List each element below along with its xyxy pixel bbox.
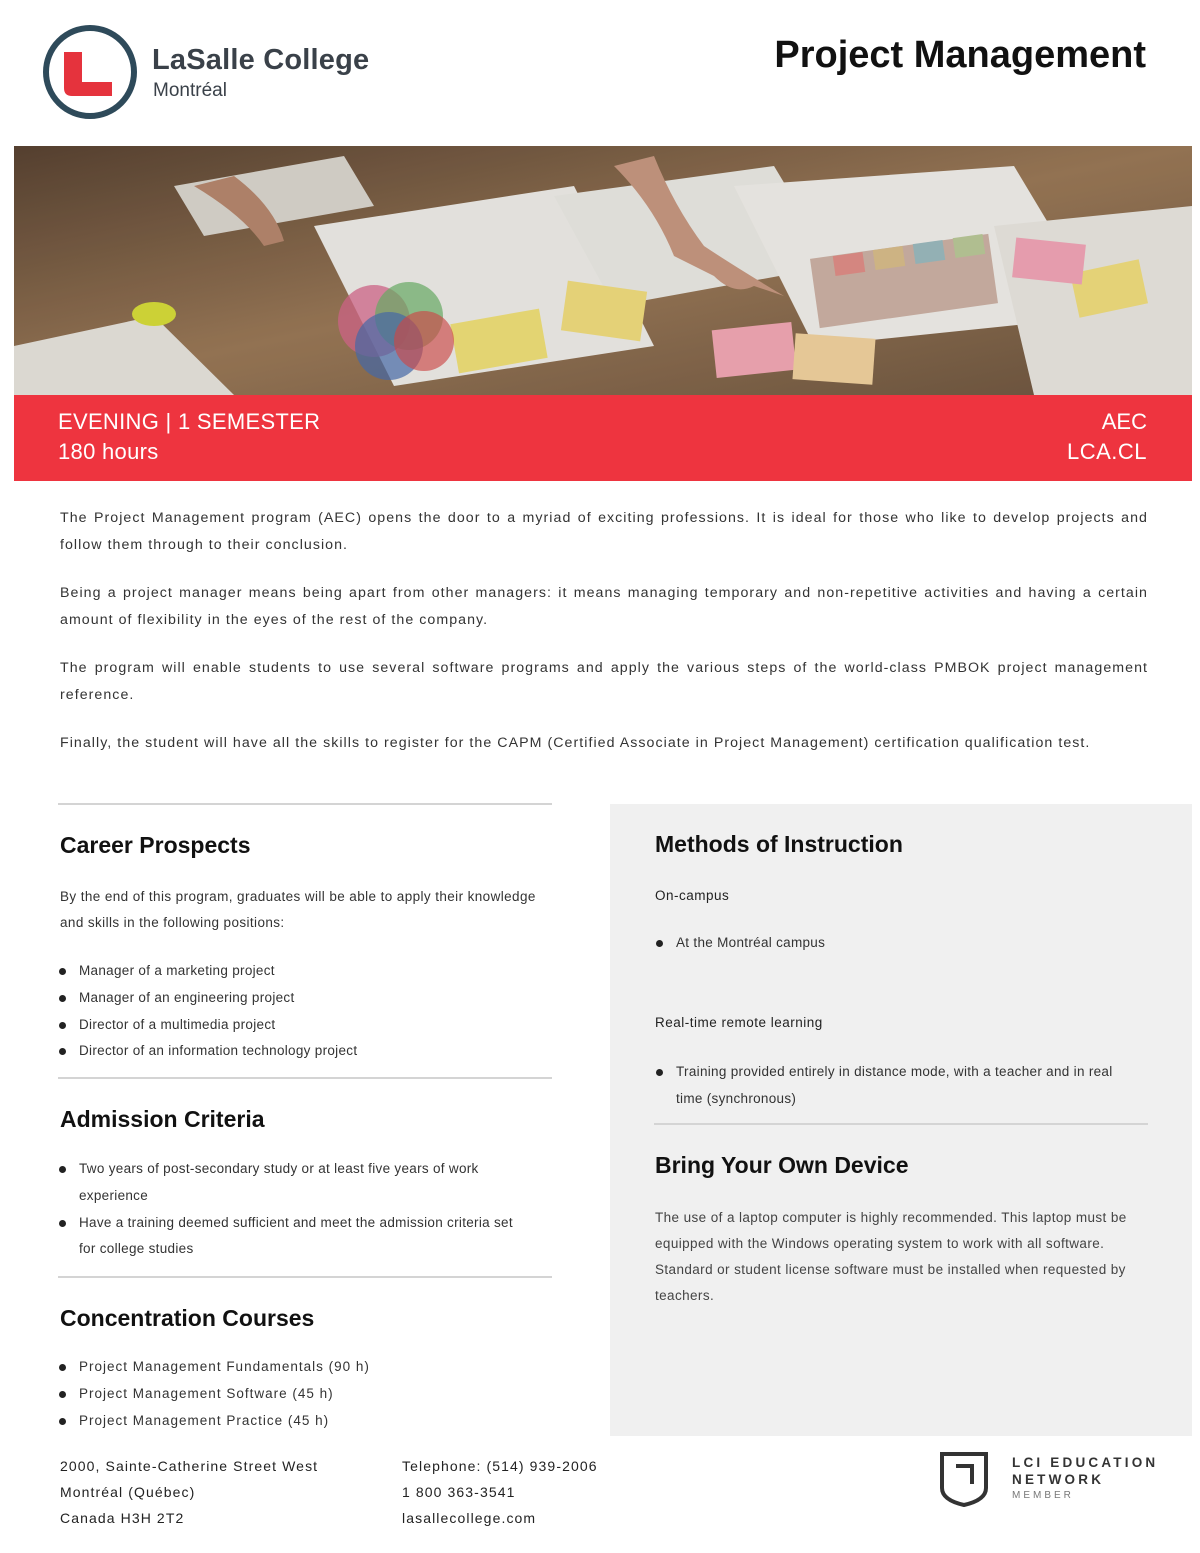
list-item: Project Management Practice (45 h) (58, 1408, 552, 1435)
intro-paragraph: The program will enable students to use several software programs and apply the various steps of the world-class PMBOK project management reference. (60, 660, 1148, 703)
list-item: Director of an information technology project (58, 1038, 552, 1065)
intro-paragraph: Finally, the student will have all the skills to register for the CAPM (Certified Associate in Project Management) certification qualification test. (60, 735, 1091, 751)
footer-contact (402, 1453, 598, 1531)
courses-title: Concentration Courses (60, 1305, 315, 1331)
intro-paragraph: The Project Management program (AEC) opens the door to a myriad of exciting professions. It is ideal for those who like to develop projects and follow them through to their conclusion. (60, 510, 1148, 553)
hero-image (14, 146, 1192, 395)
list-item: Director of a multimedia project (58, 1012, 552, 1039)
network-line: LCI EDUCATION (1012, 1455, 1159, 1470)
phone-line: Telephone: (514) 939-2006 (402, 1458, 598, 1474)
byod-text: The use of a laptop computer is highly recommended. This laptop must be equipped with the Windows operating system to work with all software. Standard or student license software must be installed when requested by teachers. (655, 1210, 1127, 1303)
college-name: LaSalle College (152, 44, 370, 76)
program-code: LCA.CL (1066, 439, 1147, 464)
oncampus-label: On-campus (655, 888, 730, 903)
website-link[interactable]: lasallecollege.com (402, 1510, 537, 1526)
methods-title: Methods of Instruction (655, 831, 903, 857)
career-list (58, 958, 552, 1065)
page-title: Project Management (774, 34, 1146, 76)
network-line: NETWORK (1012, 1472, 1105, 1487)
list-item: Manager of an engineering project (58, 985, 552, 1012)
address-line: Montréal (Québec) (60, 1484, 196, 1500)
career-lead: By the end of this program, graduates will be able to apply their knowledge and skills in the following positions: (60, 889, 536, 930)
address-line: Canada H3H 2T2 (60, 1510, 185, 1526)
lci-shield-icon (938, 1450, 990, 1508)
divider (654, 1123, 1148, 1125)
footer-address (60, 1453, 318, 1531)
remote-list (655, 1059, 1125, 1113)
list-item: Training provided entirely in distance mode, with a teacher and in real time (synchronous) (655, 1059, 1125, 1113)
byod-title: Bring Your Own Device (655, 1152, 909, 1178)
divider (58, 1276, 552, 1278)
list-item: Two years of post-secondary study or at least five years of work experience (58, 1156, 533, 1210)
oncampus-list (655, 930, 1145, 957)
intro-paragraph: Being a project manager means being apart from other managers: it means managing temporary and non-repetitive activities and having a certain amount of flexibility in the eyes of the rest of the company. (60, 585, 1148, 628)
career-title: Career Prospects (60, 832, 251, 858)
admission-list (58, 1156, 533, 1263)
hours-label: 180 hours (58, 439, 159, 464)
remote-label: Real-time remote learning (655, 1015, 823, 1030)
list-item: Project Management Fundamentals (90 h) (58, 1354, 552, 1381)
courses-list (58, 1354, 552, 1434)
divider (58, 1077, 552, 1079)
network-name (1012, 1454, 1158, 1488)
phone-line: 1 800 363-3541 (402, 1484, 516, 1500)
credential-label: AEC (1101, 409, 1147, 434)
program-info-band (14, 395, 1192, 481)
list-item: Project Management Software (45 h) (58, 1381, 552, 1408)
lasalle-logo-icon (42, 24, 138, 120)
divider (58, 803, 552, 805)
admission-title: Admission Criteria (60, 1106, 265, 1132)
list-item: Have a training deemed sufficient and meet the admission criteria set for college studies (58, 1210, 533, 1264)
schedule-label: EVENING | 1 SEMESTER (58, 409, 321, 434)
college-city: Montréal (153, 80, 227, 101)
member-label: MEMBER (1012, 1490, 1074, 1501)
intro-text (60, 505, 1148, 778)
list-item: Manager of a marketing project (58, 958, 552, 985)
list-item: At the Montréal campus (655, 930, 1145, 957)
instruction-panel (610, 804, 1192, 1436)
address-line: 2000, Sainte-Catherine Street West (60, 1458, 319, 1474)
